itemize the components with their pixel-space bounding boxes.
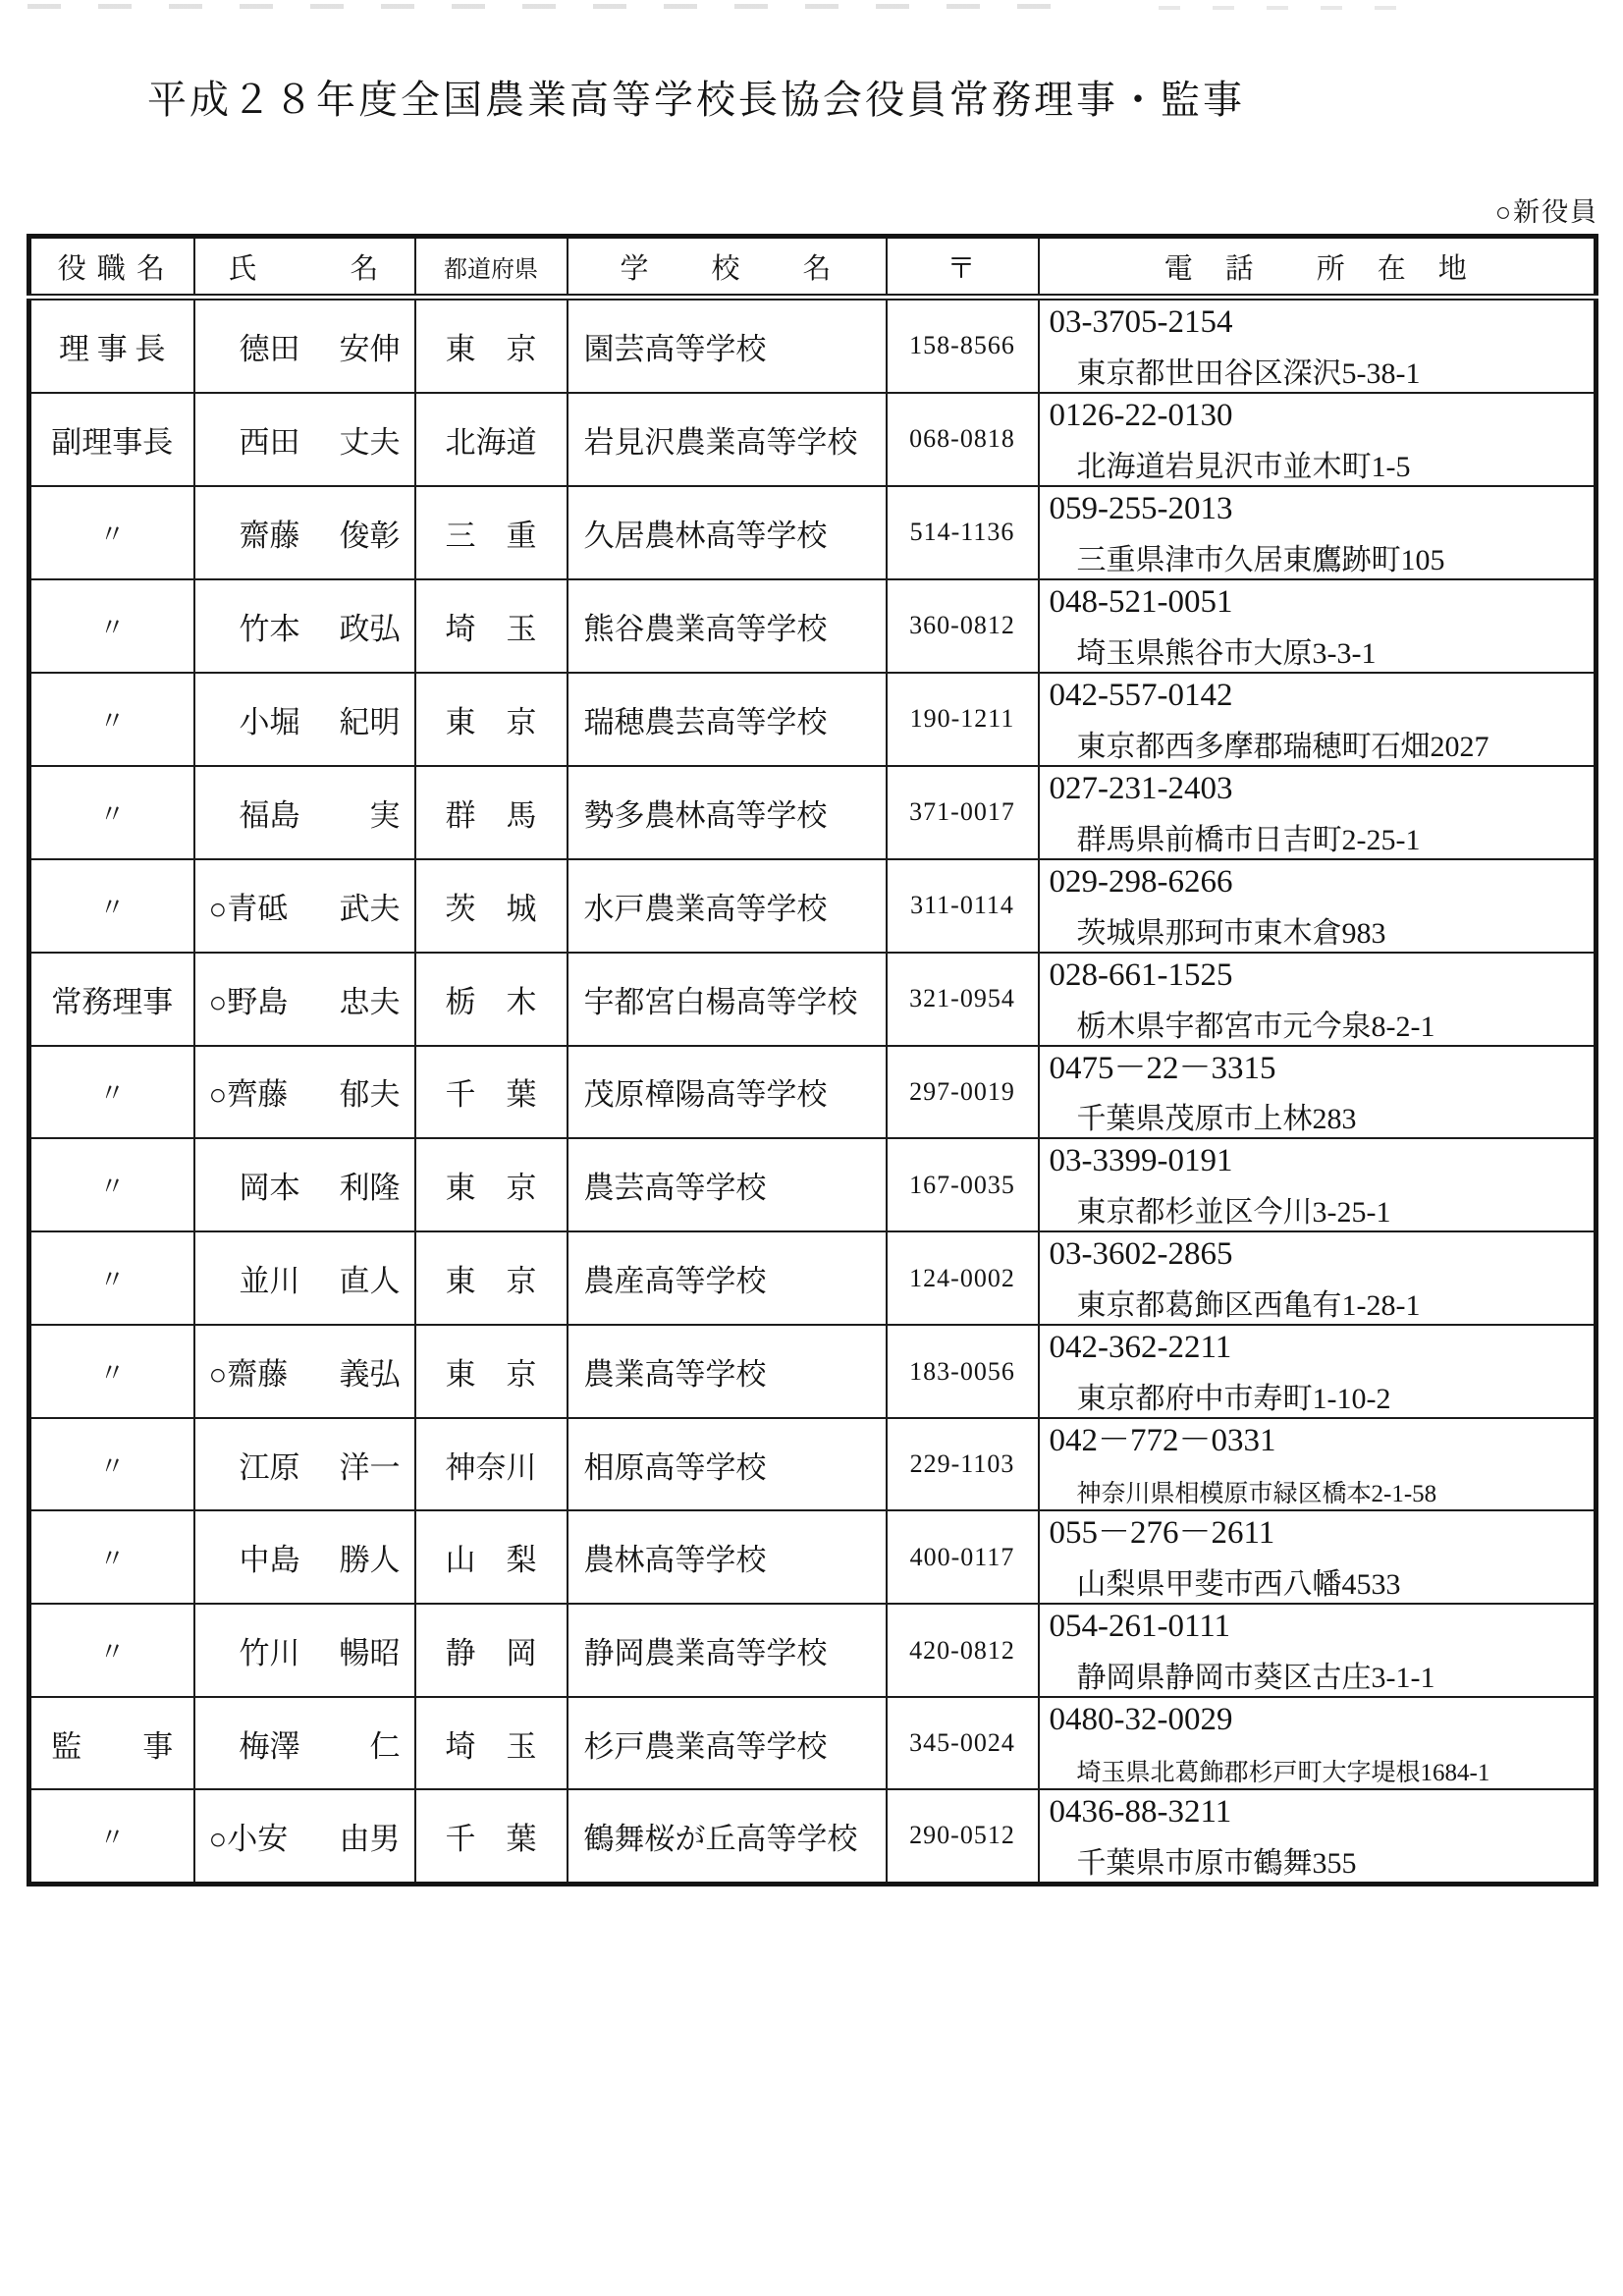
address: 茨城県那珂市東木倉983: [1076, 916, 1386, 950]
school-cell: [568, 953, 887, 1046]
phone-address-cell: [1039, 298, 1596, 393]
postal-cell: [887, 766, 1039, 859]
prefecture-cell: [415, 1138, 568, 1231]
postal-cell: [887, 673, 1039, 766]
position-label: 〃: [99, 1173, 126, 1202]
address: 神奈川県相模原市緑区橋本2-1-58: [1076, 1481, 1437, 1508]
prefecture-label: 千 葉: [445, 1077, 537, 1113]
table-row: [29, 1325, 1596, 1418]
name-cell: [194, 298, 415, 393]
school-cell: [568, 1418, 887, 1510]
name-wrap: [195, 1069, 414, 1114]
table-row: [29, 486, 1596, 579]
name-cell: [194, 393, 415, 486]
address: 東京都葛飾区西亀有1-28-1: [1076, 1289, 1421, 1323]
family-name: 齋藤: [208, 518, 300, 553]
table-row: [29, 1418, 1596, 1510]
name-cell: [194, 673, 415, 766]
given-name: 勝人: [339, 1543, 401, 1578]
address: 埼玉県北葛飾郡杉戸町大字堤根1684-1: [1076, 1760, 1490, 1786]
postal-cell: [887, 1418, 1039, 1510]
prefecture-cell: [415, 953, 568, 1046]
name-cell: [194, 1510, 415, 1604]
postal-cell: [887, 1325, 1039, 1418]
address: 埼玉県熊谷市大原3-3-1: [1076, 636, 1377, 670]
name-wrap: [195, 324, 414, 368]
phone-address-cell: [1039, 1046, 1596, 1139]
position-cell: [29, 859, 194, 953]
prefecture-label: 山 梨: [445, 1543, 537, 1578]
table-row: [29, 1138, 1596, 1231]
phone-number: 027-231-2403: [1049, 770, 1233, 806]
position-cell: [29, 766, 194, 859]
name-wrap: [195, 697, 414, 741]
postal-code: 297-0019: [909, 1076, 1015, 1106]
postal-code: 229-1103: [909, 1449, 1015, 1479]
given-name: 暢昭: [339, 1636, 401, 1671]
table-row: [29, 579, 1596, 673]
table-row: [29, 953, 1596, 1046]
given-name: 実: [369, 797, 401, 833]
phone-address-cell: [1039, 766, 1596, 859]
school-name: 杉戸農業高等学校: [583, 1728, 828, 1764]
phone-address-cell: [1039, 953, 1596, 1046]
prefecture-label: 埼 玉: [445, 1728, 537, 1764]
position-cell: [29, 1046, 194, 1139]
prefecture-cell: [415, 1604, 568, 1697]
name-cell: [194, 486, 415, 579]
phone-number: 028-661-1525: [1049, 957, 1233, 993]
prefecture-label: 北海道: [445, 424, 537, 460]
school-cell: [568, 673, 887, 766]
name-cell: [194, 859, 415, 953]
name-wrap: [195, 1443, 414, 1487]
school-name: 久居農林高等学校: [583, 518, 828, 553]
address: 東京都杉並区今川3-25-1: [1076, 1196, 1391, 1230]
table-row: [29, 1604, 1596, 1697]
postal-code: 290-0512: [909, 1821, 1015, 1850]
prefecture-label: 東 京: [445, 704, 537, 739]
school-name: 瑞穂農芸高等学校: [583, 704, 828, 739]
position-cell: [29, 1697, 194, 1789]
name-wrap: [195, 604, 414, 648]
name-cell: [194, 1789, 415, 1884]
school-cell: [568, 766, 887, 859]
phone-address-cell: [1039, 1789, 1596, 1884]
phone-number: 03-3602-2865: [1049, 1236, 1233, 1273]
position-cell: [29, 298, 194, 393]
postal-code: 124-0002: [909, 1263, 1015, 1292]
position-label: 〃: [99, 706, 126, 736]
school-name: 農産高等学校: [583, 1264, 767, 1299]
table-row: [29, 1231, 1596, 1325]
name-wrap: [195, 1349, 414, 1394]
prefecture-label: 栃 木: [445, 984, 537, 1019]
given-name: 安伸: [339, 331, 401, 366]
prefecture-cell: [415, 393, 568, 486]
school-cell: [568, 1231, 887, 1325]
position-cell: [29, 1789, 194, 1884]
postal-code: 183-0056: [909, 1356, 1015, 1386]
table-row: [29, 766, 1596, 859]
school-name: 農芸高等学校: [583, 1171, 767, 1206]
address: 静岡県静岡市葵区古庄3-1-1: [1076, 1662, 1435, 1695]
school-name: 茂原樟陽高等学校: [583, 1077, 828, 1113]
address: 群馬県前橋市日吉町2-25-1: [1076, 823, 1421, 856]
phone-number: 0475－22－3315: [1049, 1050, 1276, 1086]
name-cell: [194, 1231, 415, 1325]
phone-address-cell: [1039, 393, 1596, 486]
table-body: [29, 298, 1596, 1885]
given-name: 直人: [339, 1264, 401, 1299]
phone-number: 055－276－2611: [1049, 1515, 1275, 1552]
officers-table-wrap: [27, 234, 1598, 1886]
prefecture-label: 埼 玉: [445, 611, 537, 646]
school-name: 相原高等学校: [583, 1449, 767, 1485]
given-name: 郁夫: [339, 1077, 401, 1113]
given-name: 忠夫: [339, 984, 401, 1019]
postal-cell: [887, 1231, 1039, 1325]
header-prefecture: 都道府県: [415, 237, 568, 298]
table-row: [29, 1697, 1596, 1789]
name-wrap: [195, 1163, 414, 1207]
phone-number: 029-298-6266: [1049, 863, 1233, 900]
given-name: 利隆: [339, 1171, 401, 1206]
prefecture-cell: [415, 579, 568, 673]
table-row: [29, 1046, 1596, 1139]
postal-code: 311-0114: [910, 891, 1014, 920]
name-wrap: [195, 977, 414, 1021]
prefecture-label: 茨 城: [445, 891, 537, 926]
name-cell: [194, 766, 415, 859]
prefecture-label: 千 葉: [445, 1821, 537, 1856]
position-cell: [29, 486, 194, 579]
prefecture-label: 東 京: [445, 1171, 537, 1206]
phone-number: 03-3705-2154: [1049, 304, 1233, 340]
school-name: 岩見沢農業高等学校: [583, 424, 858, 460]
family-name: ○小安: [208, 1821, 289, 1856]
school-cell: [568, 393, 887, 486]
phone-number: 042-362-2211: [1049, 1330, 1232, 1366]
prefecture-cell: [415, 1510, 568, 1604]
family-name: 竹本: [208, 611, 300, 646]
phone-address-cell: [1039, 1231, 1596, 1325]
name-cell: [194, 1325, 415, 1418]
postal-cell: [887, 393, 1039, 486]
school-cell: [568, 1510, 887, 1604]
prefecture-cell: [415, 1697, 568, 1789]
header-school: 学 校 名: [568, 237, 887, 298]
phone-address-cell: [1039, 859, 1596, 953]
position-label: 監 事: [51, 1728, 174, 1764]
position-label: 〃: [99, 893, 126, 922]
postal-cell: [887, 1046, 1039, 1139]
position-label: 常務理事: [51, 984, 174, 1019]
postal-cell: [887, 859, 1039, 953]
family-name: 中島: [208, 1543, 300, 1578]
position-label: 〃: [99, 1266, 126, 1295]
table-row: [29, 1510, 1596, 1604]
given-name: 義弘: [339, 1357, 401, 1393]
school-name: 宇都宮白楊高等学校: [583, 984, 858, 1019]
postal-cell: [887, 953, 1039, 1046]
postal-code: 167-0035: [909, 1170, 1015, 1199]
table-row: [29, 298, 1596, 393]
school-cell: [568, 1046, 887, 1139]
phone-number: 0480-32-0029: [1049, 1702, 1233, 1738]
header-postal: 〒: [887, 237, 1039, 298]
postal-cell: [887, 1138, 1039, 1231]
position-label: 〃: [99, 1823, 126, 1852]
scan-artifact: [27, 4, 1088, 9]
school-name: 農林高等学校: [583, 1543, 767, 1578]
school-cell: [568, 1325, 887, 1418]
table-row: [29, 673, 1596, 766]
prefecture-label: 静 岡: [445, 1636, 537, 1671]
name-cell: [194, 1697, 415, 1789]
position-label: 〃: [99, 1638, 126, 1667]
postal-cell: [887, 1789, 1039, 1884]
phone-address-cell: [1039, 673, 1596, 766]
phone-number: 048-521-0051: [1049, 583, 1233, 620]
given-name: 仁: [369, 1728, 401, 1764]
new-officer-legend: ○新役員: [1494, 197, 1598, 227]
family-name: 福島: [208, 797, 300, 833]
postal-cell: [887, 1510, 1039, 1604]
family-name: ○齊藤: [208, 1077, 289, 1113]
address: 東京都西多摩郡瑞穂町石畑2027: [1076, 730, 1489, 763]
family-name: 梅澤: [208, 1728, 300, 1764]
prefecture-label: 東 京: [445, 1264, 537, 1299]
school-cell: [568, 298, 887, 393]
prefecture-label: 群 馬: [445, 797, 537, 833]
position-cell: [29, 1510, 194, 1604]
given-name: 洋一: [339, 1449, 401, 1485]
name-cell: [194, 1604, 415, 1697]
school-name: 農業高等学校: [583, 1357, 767, 1393]
postal-code: 514-1136: [909, 518, 1015, 547]
school-cell: [568, 1789, 887, 1884]
scan-artifact: [1159, 6, 1414, 10]
postal-code: 345-0024: [909, 1728, 1015, 1758]
phone-number: 03-3399-0191: [1049, 1143, 1233, 1179]
name-cell: [194, 1138, 415, 1231]
address: 東京都府中市寿町1-10-2: [1076, 1383, 1391, 1416]
prefecture-cell: [415, 1325, 568, 1418]
postal-code: 420-0812: [909, 1635, 1015, 1665]
position-cell: [29, 1604, 194, 1697]
family-name: 竹川: [208, 1636, 300, 1671]
phone-number: 042－772－0331: [1049, 1423, 1276, 1459]
postal-cell: [887, 1604, 1039, 1697]
prefecture-cell: [415, 766, 568, 859]
school-cell: [568, 1697, 887, 1789]
header-name: 氏 名: [194, 237, 415, 298]
postal-code: 190-1211: [909, 704, 1015, 734]
given-name: 由男: [339, 1821, 401, 1856]
school-cell: [568, 1604, 887, 1697]
header-position: 役 職 名: [29, 237, 194, 298]
table-row: [29, 859, 1596, 953]
name-wrap: [195, 884, 414, 928]
position-cell: [29, 953, 194, 1046]
family-name: 德田: [208, 331, 300, 366]
family-name: 西田: [208, 424, 300, 460]
position-label: 〃: [99, 613, 126, 642]
name-cell: [194, 1046, 415, 1139]
name-wrap: [195, 1256, 414, 1300]
phone-number: 0436-88-3211: [1049, 1794, 1232, 1830]
school-cell: [568, 1138, 887, 1231]
prefecture-cell: [415, 298, 568, 393]
school-cell: [568, 486, 887, 579]
name-cell: [194, 953, 415, 1046]
school-name: 園芸高等学校: [583, 331, 767, 366]
phone-address-cell: [1039, 1325, 1596, 1418]
school-name: 熊谷農業高等学校: [583, 611, 828, 646]
page-title: 平成２８年度全国農業高等学校長協会役員常務理事・監事: [147, 78, 1245, 122]
given-name: 紀明: [339, 704, 401, 739]
phone-address-cell: [1039, 1138, 1596, 1231]
school-name: 水戸農業高等学校: [583, 891, 828, 926]
position-label: 副理事長: [51, 424, 174, 460]
school-cell: [568, 579, 887, 673]
header-row: [29, 237, 1596, 298]
phone-number: 042-557-0142: [1049, 677, 1233, 713]
address: 東京都世田谷区深沢5-38-1: [1076, 356, 1421, 390]
phone-address-cell: [1039, 1604, 1596, 1697]
family-name: 並川: [208, 1264, 300, 1299]
postal-code: 068-0818: [909, 424, 1015, 454]
postal-code: 158-8566: [909, 331, 1015, 360]
family-name: 江原: [208, 1449, 300, 1485]
prefecture-cell: [415, 1418, 568, 1510]
officers-table: [27, 234, 1598, 1886]
header-phone-address: 電 話 所 在 地: [1039, 237, 1596, 298]
name-wrap: [195, 511, 414, 555]
school-cell: [568, 859, 887, 953]
school-name: 鶴舞桜が丘高等学校: [583, 1821, 858, 1856]
postal-code: 400-0117: [909, 1542, 1015, 1571]
position-cell: [29, 1325, 194, 1418]
school-name: 勢多農林高等学校: [583, 797, 828, 833]
name-wrap: [195, 1628, 414, 1672]
position-cell: [29, 1418, 194, 1510]
table-row: [29, 393, 1596, 486]
prefecture-label: 三 重: [445, 518, 537, 553]
position-cell: [29, 393, 194, 486]
postal-code: 321-0954: [909, 984, 1015, 1013]
address: 千葉県茂原市上林283: [1076, 1103, 1357, 1136]
name-cell: [194, 1418, 415, 1510]
position-label: 〃: [99, 799, 126, 829]
phone-number: 054-261-0111: [1049, 1609, 1231, 1645]
address: 山梨県甲斐市西八幡4533: [1076, 1568, 1401, 1602]
name-cell: [194, 579, 415, 673]
phone-address-cell: [1039, 486, 1596, 579]
prefecture-cell: [415, 859, 568, 953]
phone-number: 0126-22-0130: [1049, 397, 1233, 433]
phone-address-cell: [1039, 1510, 1596, 1604]
prefecture-label: 神奈川: [445, 1449, 537, 1485]
prefecture-cell: [415, 673, 568, 766]
position-label: 〃: [99, 1359, 126, 1389]
address: 三重県津市久居東鷹跡町105: [1076, 543, 1445, 576]
position-label: 理 事 長: [59, 331, 166, 366]
phone-address-cell: [1039, 1697, 1596, 1789]
table-row: [29, 1789, 1596, 1884]
position-cell: [29, 1138, 194, 1231]
name-wrap: [195, 791, 414, 835]
family-name: 小堀: [208, 704, 300, 739]
name-wrap: [195, 1814, 414, 1858]
postal-cell: [887, 298, 1039, 393]
name-wrap: [195, 1535, 414, 1579]
given-name: 政弘: [339, 611, 401, 646]
given-name: 丈夫: [339, 424, 401, 460]
postal-cell: [887, 1697, 1039, 1789]
family-name: ○青砥: [208, 891, 289, 926]
given-name: 武夫: [339, 891, 401, 926]
phone-address-cell: [1039, 579, 1596, 673]
name-wrap: [195, 417, 414, 462]
prefecture-cell: [415, 1046, 568, 1139]
family-name: 岡本: [208, 1171, 300, 1206]
name-wrap: [195, 1722, 414, 1766]
phone-number: 059-255-2013: [1049, 490, 1233, 526]
position-cell: [29, 673, 194, 766]
position-label: 〃: [99, 1079, 126, 1109]
family-name: ○野島: [208, 984, 289, 1019]
prefecture-cell: [415, 1789, 568, 1884]
position-cell: [29, 579, 194, 673]
phone-address-cell: [1039, 1418, 1596, 1510]
prefecture-label: 東 京: [445, 331, 537, 366]
postal-cell: [887, 486, 1039, 579]
prefecture-cell: [415, 486, 568, 579]
address: 栃木県宇都宮市元今泉8-2-1: [1076, 1010, 1435, 1043]
address: 千葉県市原市鶴舞355: [1076, 1846, 1357, 1880]
position-label: 〃: [99, 1545, 126, 1574]
position-cell: [29, 1231, 194, 1325]
position-label: 〃: [99, 519, 126, 549]
position-label: 〃: [99, 1451, 126, 1481]
postal-cell: [887, 579, 1039, 673]
postal-code: 371-0017: [909, 797, 1015, 827]
family-name: ○齋藤: [208, 1357, 289, 1393]
given-name: 俊彰: [339, 518, 401, 553]
prefecture-cell: [415, 1231, 568, 1325]
school-name: 静岡農業高等学校: [583, 1636, 828, 1671]
address: 北海道岩見沢市並木町1-5: [1076, 450, 1411, 483]
postal-code: 360-0812: [909, 611, 1015, 640]
prefecture-label: 東 京: [445, 1357, 537, 1393]
